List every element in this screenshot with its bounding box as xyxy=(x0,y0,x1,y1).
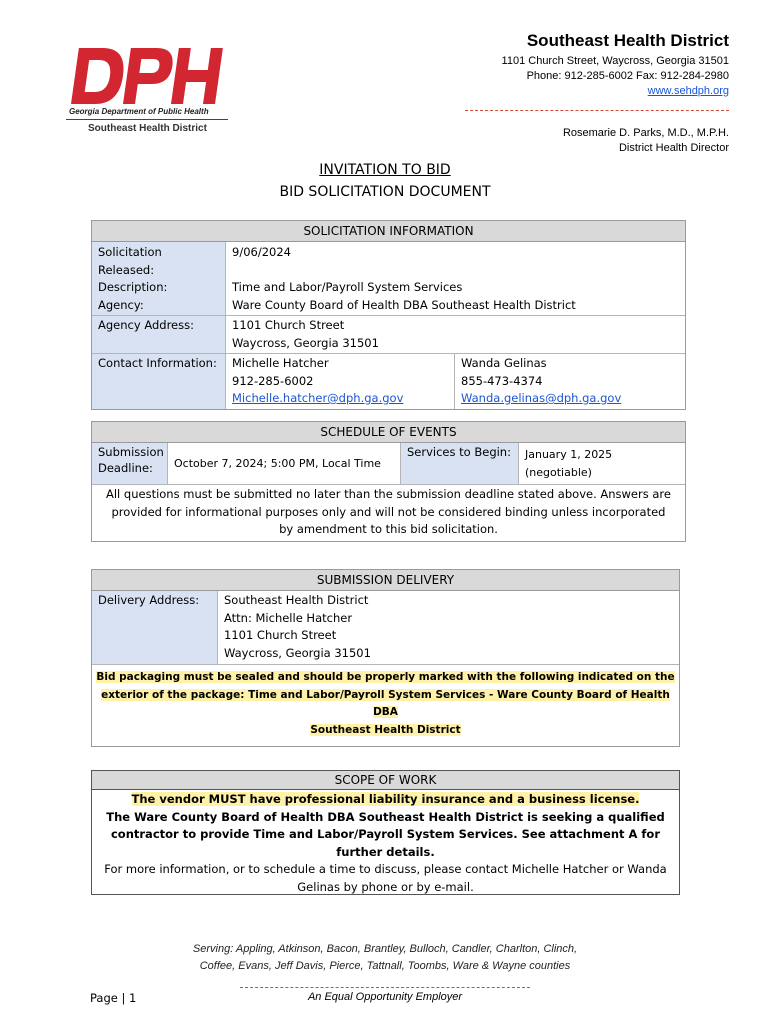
org-address: 1101 Church Street, Waycross, Georgia 31501 xyxy=(501,55,729,67)
packaging-line1: Bid packaging must be sealed and should be properly marked with the following indicated on the xyxy=(96,671,675,683)
dph-logo xyxy=(66,40,228,140)
letterhead-contact xyxy=(502,30,729,99)
agency-row xyxy=(92,297,685,317)
solicitation-heading: SOLICITATION INFORMATION xyxy=(92,221,685,242)
deadline-label: Submission Deadline: xyxy=(92,443,168,484)
delivery-label: Delivery Address: xyxy=(92,591,218,664)
contact-row xyxy=(92,354,685,409)
contact-primary xyxy=(226,354,455,409)
packaging-line3: Southeast Health District xyxy=(310,723,461,736)
schedule-table xyxy=(91,421,686,542)
delivery-address-row xyxy=(92,591,679,665)
title-invitation: INVITATION TO BID xyxy=(319,162,451,178)
agency-value: Ware County Board of Health DBA Southeast Health District xyxy=(232,297,576,312)
description-row xyxy=(92,279,685,297)
agency-address-value xyxy=(226,316,385,353)
packaging-row xyxy=(92,665,679,746)
contact2-phone: 855-473-4374 xyxy=(461,373,543,388)
header-divider xyxy=(465,110,729,111)
org-website-link[interactable]: www.sehdph.org xyxy=(647,85,729,97)
contact2-email-link[interactable]: Wanda.gelinas@dph.ga.gov xyxy=(461,391,622,405)
title-solicitation-doc: BID SOLICITATION DOCUMENT xyxy=(279,184,491,200)
footer-eoe: An Equal Opportunity Employer xyxy=(307,991,463,1003)
released-row xyxy=(92,242,685,279)
logo-district: Southeast Health District xyxy=(88,123,207,134)
dph-logo-mark xyxy=(66,40,228,106)
org-name: Southeast Health District xyxy=(526,31,729,50)
packaging-instructions xyxy=(92,665,679,746)
agency-address-label: Agency Address: xyxy=(92,316,226,353)
page-number: Page | 1 xyxy=(90,991,137,1005)
description-label: Description: xyxy=(92,279,226,297)
description-value: Time and Labor/Payroll System Services xyxy=(232,280,463,294)
scope-statement: The Ware County Board of Health DBA Southeast Health District is seeking a qualified contractor to provide Time and Labor/Payroll System Services. See attachment A for further details. xyxy=(106,809,665,859)
director-title: District Health Director xyxy=(618,142,729,154)
director-block xyxy=(563,126,729,156)
delivery-line2: Attn: Michelle Hatcher xyxy=(224,610,353,625)
agency-address-line1: 1101 Church Street xyxy=(232,318,345,332)
schedule-note: All questions must be submitted no later than the submission deadline stated above. Answers are provided for informational purposes only and will not be considered binding unless incorporated by amendment to this bid solicitation. xyxy=(106,487,671,536)
director-name: Rosemarie D. Parks, M.D., M.P.H. xyxy=(562,127,729,139)
delivery-line1: Southeast Health District xyxy=(224,593,369,607)
contact1-name: Michelle Hatcher xyxy=(232,356,329,370)
serving-line2: Coffee, Evans, Jeff Davis, Pierce, Tattnall, Toombs, Ware & Wayne counties xyxy=(199,960,571,972)
deadline-value: October 7, 2024; 5:00 PM, Local Time xyxy=(174,456,381,470)
org-phone-fax: Phone: 912-285-6002 Fax: 912-284-2980 xyxy=(526,70,729,82)
scope-table xyxy=(91,770,680,895)
released-value: 9/06/2024 xyxy=(232,245,291,259)
contact-secondary xyxy=(455,354,627,409)
scope-heading: SCOPE OF WORK xyxy=(92,771,679,790)
contact-label: Contact Information: xyxy=(92,354,226,409)
delivery-address xyxy=(218,591,377,664)
solicitation-info-table xyxy=(91,220,686,410)
scope-contact: For more information, or to schedule a time to discuss, please contact Michelle Hatcher or Wanda Gelinas by phone or by e-mail. xyxy=(104,862,667,894)
agency-address-row xyxy=(92,316,685,354)
logo-divider xyxy=(66,119,228,120)
delivery-line3: 1101 Church Street xyxy=(224,628,337,642)
contact1-email-link[interactable]: Michelle.hatcher@dph.ga.gov xyxy=(232,391,404,405)
packaging-line2: exterior of the package: Time and Labor/Payroll System Services - Ware County Board of Health DBA xyxy=(101,688,670,718)
serving-line1: Serving: Appling, Atkinson, Bacon, Brantley, Bulloch, Candler, Charlton, Clinch, xyxy=(192,943,578,955)
footer-divider xyxy=(240,987,530,988)
agency-address-line2: Waycross, Georgia 31501 xyxy=(232,335,379,350)
schedule-row xyxy=(92,443,685,485)
document-title xyxy=(0,159,770,203)
logo-department: Georgia Department of Public Health xyxy=(69,107,209,116)
contact2-name: Wanda Gelinas xyxy=(461,356,547,370)
agency-label: Agency: xyxy=(92,297,226,316)
delivery-heading: SUBMISSION DELIVERY xyxy=(92,570,679,591)
schedule-note-row xyxy=(92,485,685,541)
contact1-phone: 912-285-6002 xyxy=(232,373,314,388)
schedule-heading: SCHEDULE OF EVENTS xyxy=(92,422,685,443)
released-label: Solicitation Released: xyxy=(92,242,226,279)
scope-requirement: The vendor MUST have professional liability insurance and a business license. xyxy=(131,792,640,806)
delivery-line4: Waycross, Georgia 31501 xyxy=(224,645,371,660)
services-value: January 1, 2025 (negotiable) xyxy=(525,448,613,479)
services-label: Services to Begin: xyxy=(400,443,519,484)
footer-serving xyxy=(0,941,770,975)
scope-body xyxy=(92,790,679,897)
delivery-table xyxy=(91,569,680,747)
